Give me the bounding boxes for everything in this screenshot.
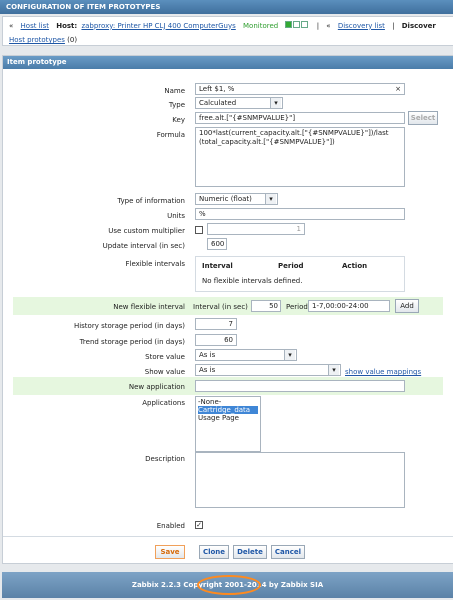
custom-multiplier-checkbox[interactable]	[195, 226, 203, 234]
delete-button[interactable]: Delete	[233, 545, 267, 559]
status-label: Monitored	[243, 21, 279, 30]
formula-textarea[interactable]: 100*last(current_capacity.alt.["{#SNMPVALUE}"])/last (total_capacity.alt.["{#SNMPVALUE}"])	[195, 127, 405, 187]
back-icon[interactable]: «	[326, 21, 331, 30]
applications-label: Applications	[142, 399, 185, 407]
enabled-checkbox[interactable]: ✓	[196, 521, 202, 529]
nav-separator: |	[392, 21, 395, 30]
key-input[interactable]: free.alt.["{#SNMPVALUE}"]	[195, 112, 405, 124]
update-interval-input[interactable]: 600	[207, 238, 227, 250]
trends-label: Trend storage period (in days)	[79, 338, 185, 346]
units-label: Units	[167, 212, 185, 220]
store-value-label: Store value	[145, 353, 185, 361]
flexible-intervals-label: Flexible intervals	[125, 260, 185, 268]
page-header	[0, 0, 453, 14]
clear-icon[interactable]: ×	[395, 85, 401, 93]
type-label: Type	[168, 101, 185, 109]
name-label: Name	[164, 87, 185, 95]
item-prototype-panel	[2, 55, 453, 564]
history-input[interactable]: 7	[195, 318, 237, 330]
column-header: Period	[278, 262, 304, 270]
custom-multiplier-input: 1	[207, 223, 305, 235]
host-name-link[interactable]: zabproxy: Printer HP CLJ 400 ComputerGuys	[81, 21, 236, 30]
custom-multiplier-label: Use custom multiplier	[108, 227, 185, 235]
store-value-select[interactable]: As is ▾	[195, 349, 297, 361]
add-button[interactable]: Add	[395, 299, 419, 313]
name-input[interactable]: Left $1, % ×	[195, 83, 405, 95]
status-square-icon	[293, 21, 300, 28]
new-flexible-interval-label: New flexible interval	[113, 303, 185, 311]
trends-input[interactable]: 60	[195, 334, 237, 346]
status-squares	[285, 21, 309, 30]
host-prototypes-count: (0)	[67, 36, 78, 44]
history-label: History storage period (in days)	[73, 322, 185, 330]
panel-title: Item prototype	[3, 56, 453, 69]
discovery-list-link[interactable]: Discovery list	[337, 21, 385, 30]
host-label: Host:	[56, 21, 78, 30]
copyright-text: Zabbix 2.2.3 Copyright 2001-2014 by Zabbix SIA	[131, 581, 324, 589]
discovery-tab[interactable]: Discover	[401, 21, 436, 30]
enabled-label: Enabled	[156, 522, 185, 530]
list-item[interactable]: -None-	[198, 398, 222, 406]
flexible-intervals-table	[195, 256, 405, 292]
new-application-label: New application	[128, 383, 185, 391]
select-button[interactable]: Select	[408, 111, 438, 125]
description-label: Description	[145, 455, 185, 463]
divider	[3, 536, 453, 537]
formula-label: Formula	[156, 131, 185, 139]
navigation-bar	[2, 16, 453, 46]
interval-label: Interval (in sec)	[193, 303, 248, 311]
applications-listbox[interactable]	[195, 396, 261, 452]
new-application-input[interactable]	[195, 380, 405, 392]
host-list-link[interactable]: Host list	[20, 21, 49, 30]
clone-button[interactable]: Clone	[199, 545, 229, 559]
description-textarea[interactable]	[195, 452, 405, 508]
list-item[interactable]: Usage Page	[198, 414, 239, 422]
host-prototypes-link[interactable]: Host prototypes	[9, 36, 65, 44]
type-select[interactable]: Calculated ▾	[195, 97, 283, 109]
type-of-information-label: Type of information	[117, 197, 185, 205]
page-title: CONFIGURATION OF ITEM PROTOTYPES	[6, 3, 161, 11]
update-interval-label: Update interval (in sec)	[102, 242, 185, 250]
back-icon[interactable]: «	[9, 21, 14, 30]
show-value-mappings-link[interactable]: show value mappings	[345, 368, 422, 376]
type-of-information-select[interactable]: Numeric (float) ▾	[195, 193, 278, 205]
show-value-label: Show value	[144, 368, 185, 376]
empty-message: No flexible intervals defined.	[202, 277, 303, 285]
period-label: Period	[286, 303, 308, 311]
highlight-ring	[197, 575, 261, 595]
units-input[interactable]: %	[195, 208, 405, 220]
save-button[interactable]: Save	[155, 545, 185, 559]
column-header: Action	[342, 262, 368, 270]
status-square-icon	[301, 21, 308, 28]
period-input[interactable]: 1-7,00:00-24:00	[308, 300, 390, 312]
column-header: Interval	[202, 262, 233, 270]
key-label: Key	[172, 116, 185, 124]
interval-input[interactable]: 50	[251, 300, 281, 312]
cancel-button[interactable]: Cancel	[271, 545, 305, 559]
nav-separator: |	[316, 21, 320, 30]
status-square-icon	[285, 21, 292, 28]
show-value-select[interactable]: As is ▾	[195, 364, 341, 376]
list-item[interactable]: Cartridge_data	[198, 406, 258, 414]
